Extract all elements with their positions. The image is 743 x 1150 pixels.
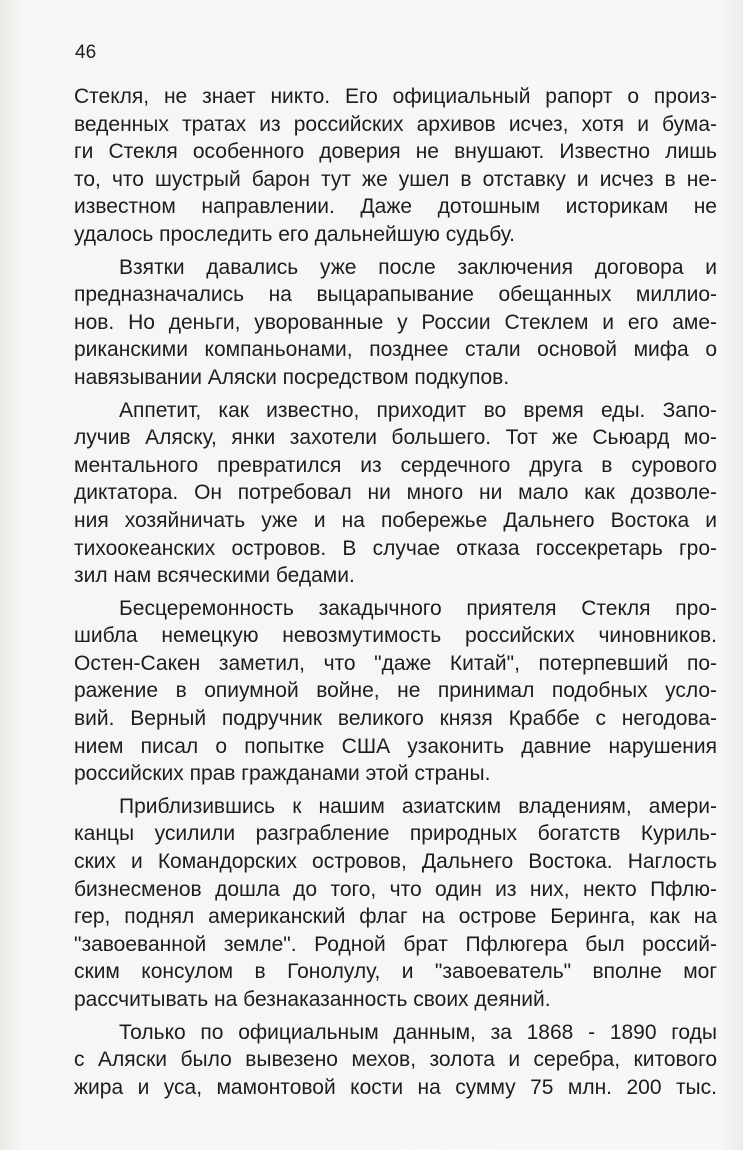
text-line: Взятки давались уже после заключения договора и (119, 255, 717, 279)
text-line: Бесцеремонность закадычного приятеля Стекля про- (119, 596, 717, 620)
text-line: с Аляски было вывезено мехов, золота и серебра, китового (74, 1048, 717, 1072)
page-number: 46 (75, 42, 97, 63)
text-line: веденных тратах из российских архивов исчез, хотя и бума- (74, 112, 717, 136)
text-line: Только по официальным данным, за 1868 - 1890 годы (119, 1020, 717, 1044)
text-line: "завоеванной земле". Родной брат Пфлюгера был россий- (74, 932, 717, 956)
paragraph (74, 397, 717, 590)
text-line: предназначались на выцарапывание обещанных миллио- (74, 283, 717, 307)
text-line: Стекля, не знает никто. Его официальный рапорт о произ- (74, 85, 717, 108)
text-line: навязывании Аляски посредством подкупов. (74, 365, 510, 389)
text-line: жира и уса, мамонтовой кости на сумму 75 млн. 200 тыс. (74, 1075, 717, 1099)
text-line: ским консулом в Гонолулу, и "завоеватель" вполне мог (74, 960, 717, 984)
text-line: зил нам всяческими бедами. (74, 564, 355, 588)
text-line: риканскими компаньонами, позднее стали основой мифа о (74, 338, 717, 362)
text-line: то, что шустрый барон тут же ушел в отставку и исчез в не- (74, 167, 717, 191)
text-line: ния хозяйничать уже и на побережье Дальнего Востока и (74, 508, 717, 532)
text-line: ги Стекля особенного доверия не внушают. Известно лишь (74, 140, 717, 164)
text-line: нием писал о попытке США узаконить давние нарушения (74, 734, 717, 758)
text-line: шибла немецкую невозмутимость российских чиновников. (74, 624, 717, 648)
text-line: рассчитывать на безнаказанность своих деяний. (74, 988, 551, 1011)
paragraph (74, 254, 717, 392)
text-line: известном направлении. Даже дотошным историкам не (74, 195, 717, 219)
paragraph (74, 83, 717, 249)
text-line: вий. Верный подручник великого князя Краббе с негодова- (74, 707, 717, 731)
text-line: Аппетит, как известно, приходит во время еды. Запо- (119, 398, 717, 422)
text-line: Остен-Сакен заметил, что "даже Китай", потерпевший по- (74, 651, 717, 675)
text-line: гер, поднял американский флаг на острове Беринга, как на (74, 905, 717, 929)
text-line: тихоокеанских островов. В случае отказа госсекретарь гро- (74, 536, 717, 560)
text-line: канцы усилили разграбление природных богатств Куриль- (74, 822, 717, 846)
text-line: удалось проследить его дальнейшую судьбу. (74, 222, 516, 246)
text-line: ских и Командорских островов, Дальнего Востока. Наглость (74, 850, 717, 874)
paragraph (74, 1019, 717, 1102)
paragraph (74, 793, 717, 1014)
text-line: лучив Аляску, янки захотели большего. Тот же Сьюард мо- (74, 426, 717, 450)
text-line: диктатора. Он потребовал ни много ни мало как дозволе- (74, 481, 717, 505)
text-line: нов. Но деньги, уворованные у России Стеклем и его аме- (74, 310, 717, 334)
text-line: ментального превратился из сердечного друга в сурового (74, 453, 717, 477)
text-line: ражение в опиумной войне, не принимал подобных усло- (74, 679, 717, 703)
text-line: Приблизившись к нашим азиатским владениям, амери- (119, 794, 717, 818)
paragraph (74, 595, 717, 788)
body-text (74, 83, 717, 1106)
text-line: бизнесменов дошла до того, что один из них, некто Пфлю- (74, 877, 717, 901)
text-line: российских прав гражданами этой страны. (74, 762, 491, 786)
